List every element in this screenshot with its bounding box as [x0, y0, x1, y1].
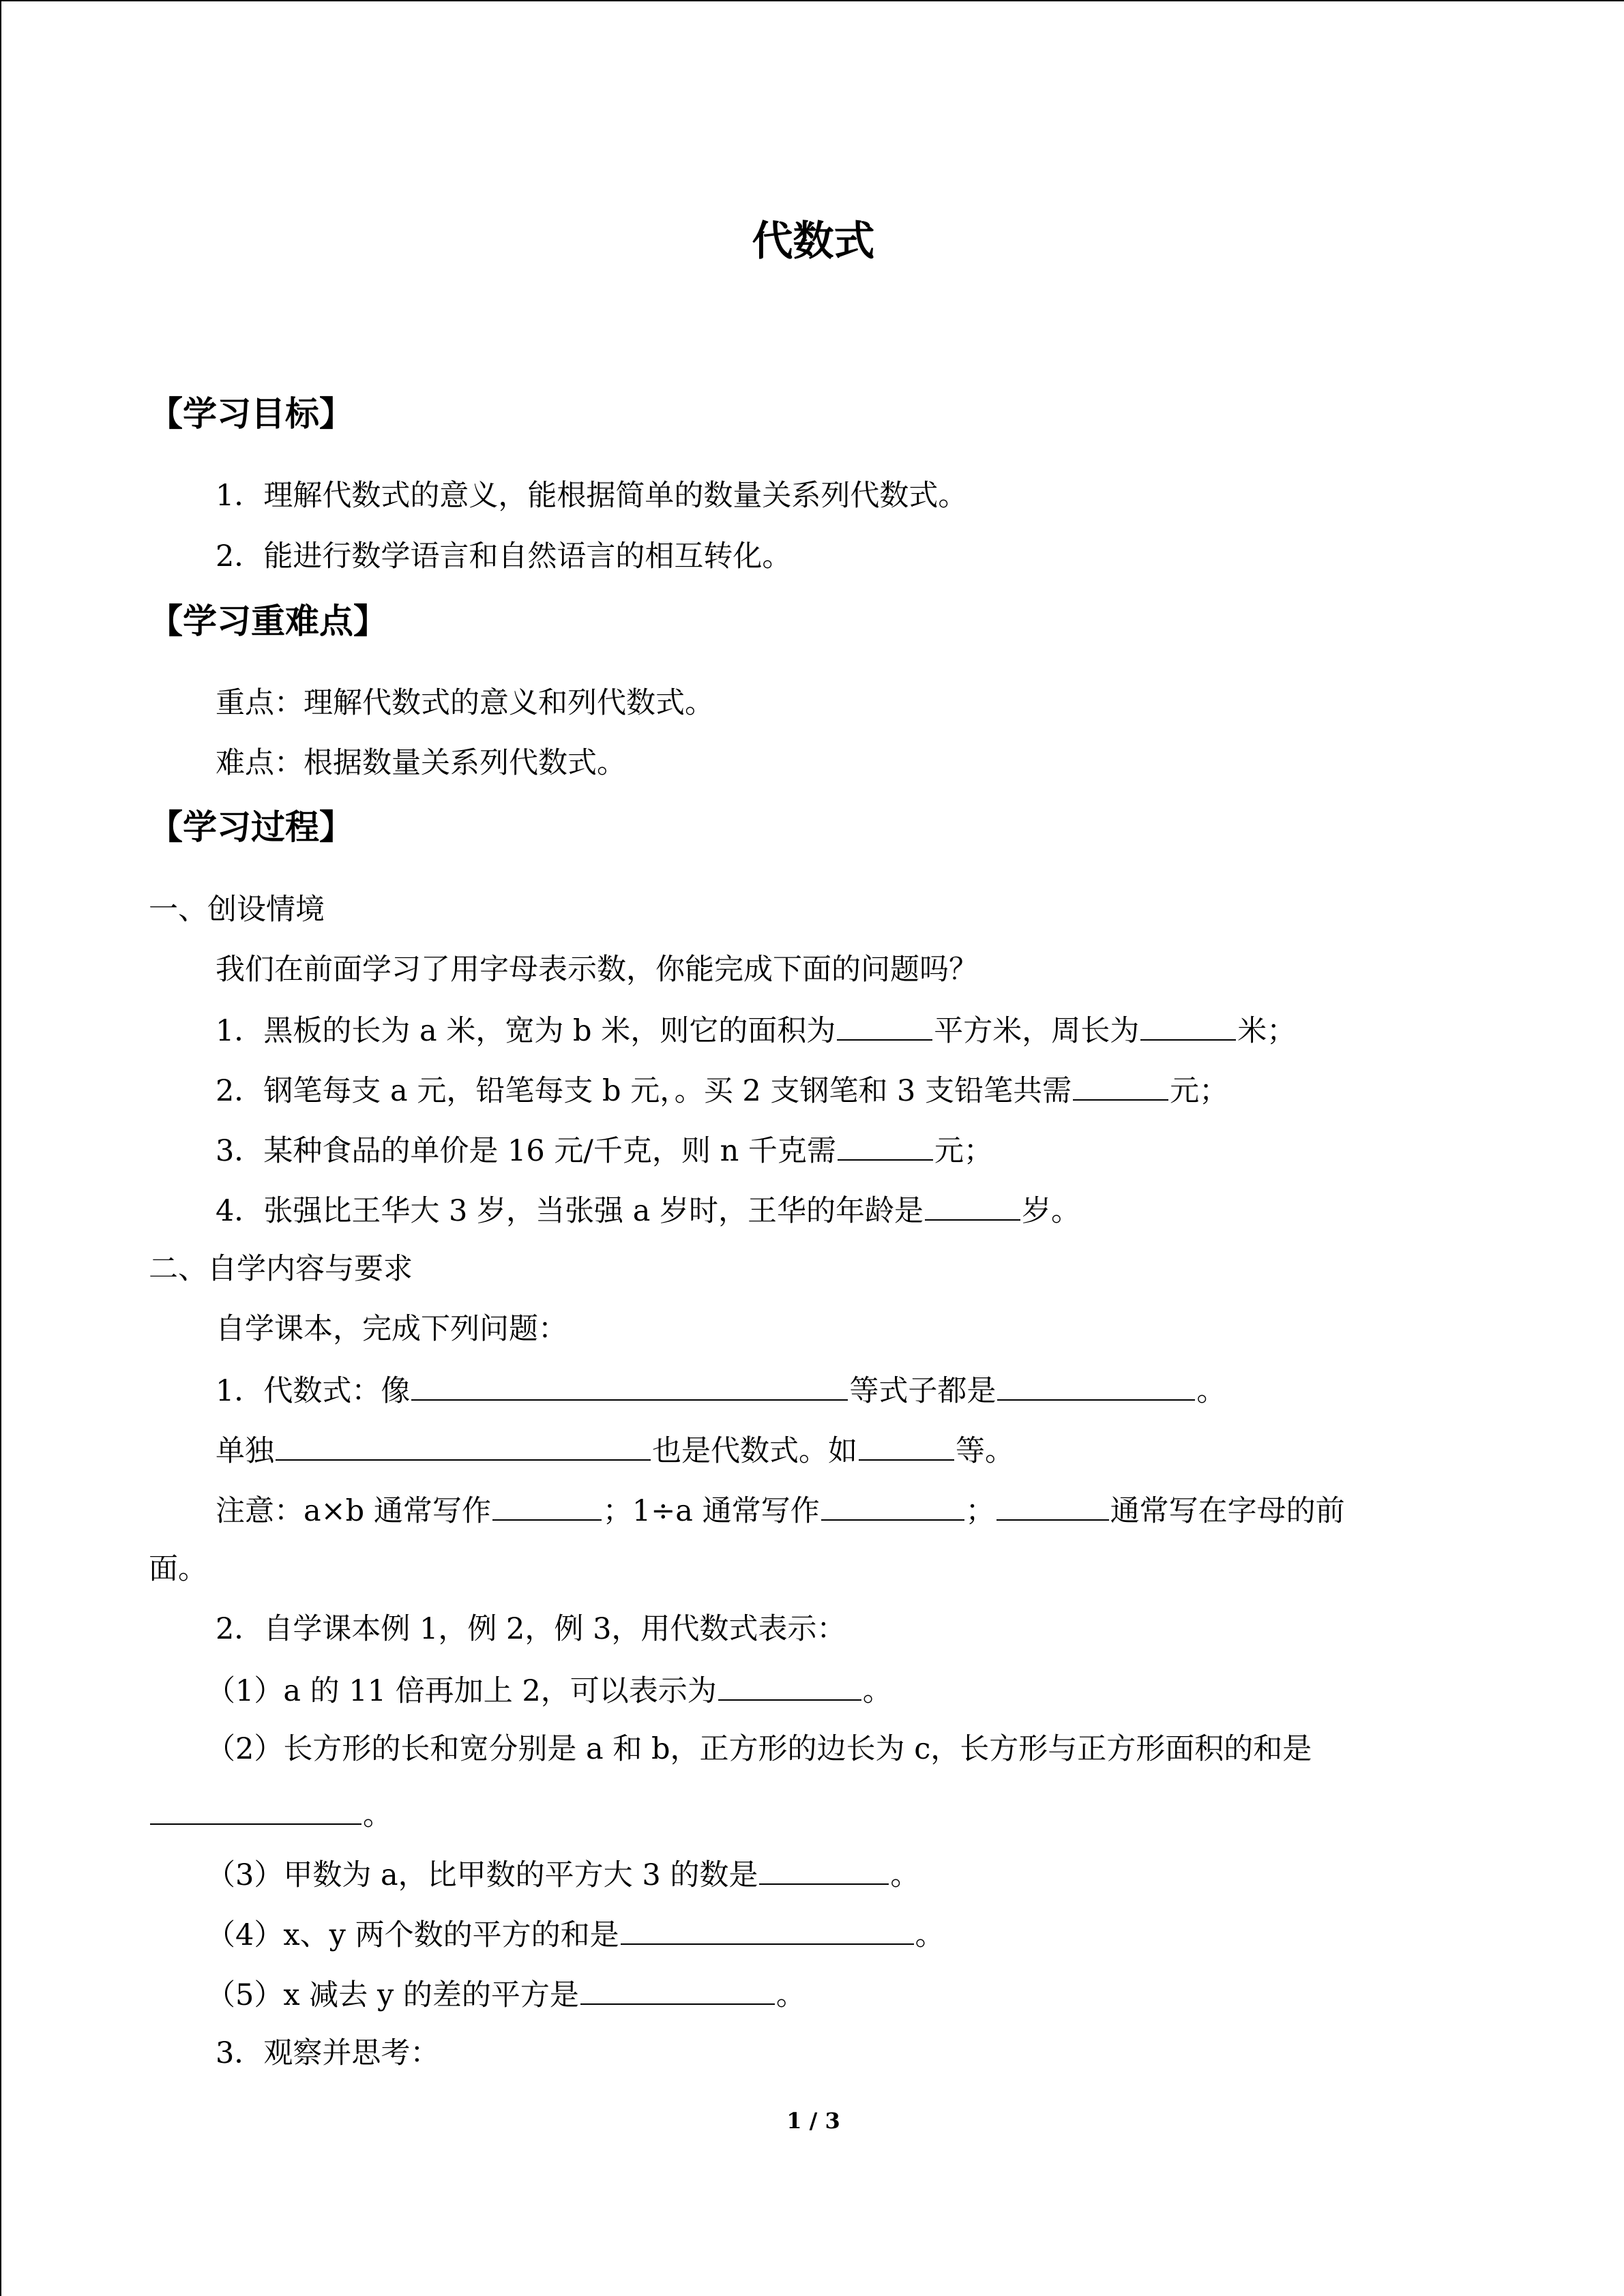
exercise-1-text: （1）a 的 11 倍再加上 2，可以表示为	[206, 1674, 717, 1708]
page-number: 1 / 3	[786, 2108, 840, 2134]
answer-blank[interactable]	[996, 1489, 1109, 1521]
definition-2-text-3: 等。	[956, 1434, 1014, 1468]
part1-title: 一、创设情境	[149, 893, 325, 927]
answer-blank[interactable]	[492, 1489, 602, 1521]
exercise-1-text-2: 。	[862, 1674, 892, 1708]
heading-process: 【学习过程】	[149, 807, 353, 847]
exercise-2-continuation	[149, 1793, 392, 1835]
answer-blank[interactable]	[1073, 1069, 1168, 1101]
goal-item-2: 2．能进行数学语言和自然语言的相互转化。	[216, 539, 792, 573]
answer-blank[interactable]	[580, 1973, 775, 2005]
question-4-text: 4．张强比王华大 3 岁，当张强 a 岁时，王华的年龄是	[216, 1194, 924, 1228]
note-text: 注意：a×b 通常写作	[216, 1494, 491, 1528]
answer-blank[interactable]	[838, 1129, 933, 1161]
exercise-3-text: （3）甲数为 a，比甲数的平方大 3 的数是	[206, 1858, 758, 1892]
goal-item-1: 1．理解代数式的意义，能根据简单的数量关系列代数式。	[216, 479, 968, 513]
question-2-text-2: 元；	[1170, 1074, 1229, 1108]
note-text-3: ；	[965, 1494, 995, 1528]
answer-blank[interactable]	[621, 1913, 914, 1945]
exercise-1	[206, 1669, 892, 1711]
heading-goals: 【学习目标】	[149, 394, 353, 434]
exercise-5-text-2: 。	[776, 1978, 806, 2012]
exercise-3	[206, 1853, 919, 1895]
definition-2	[216, 1429, 1014, 1471]
question-3	[216, 1129, 993, 1171]
definition-2-text-2: 也是代数式。如	[652, 1434, 857, 1468]
exercise-5	[206, 1973, 806, 2015]
note-text-2: ；1÷a 通常写作	[602, 1494, 820, 1528]
answer-blank[interactable]	[997, 1369, 1195, 1401]
part2-intro: 自学课本，完成下列问题：	[216, 1312, 567, 1346]
self-study-2: 2．自学课本例 1，例 2，例 3，用代数式表示：	[216, 1612, 846, 1646]
answer-blank[interactable]	[150, 1793, 361, 1825]
question-3-text-2: 元；	[934, 1134, 993, 1168]
answer-blank[interactable]	[718, 1669, 861, 1701]
question-1-text: 1．黑板的长为 a 米，宽为 b 米，则它的面积为	[216, 1014, 836, 1048]
answer-blank[interactable]	[925, 1189, 1020, 1221]
difficult-point-item: 难点：根据数量关系列代数式。	[216, 746, 626, 780]
question-1	[216, 1009, 1296, 1051]
exercise-2-text-2: 。	[363, 1798, 392, 1832]
definition-1-text-3: 。	[1196, 1374, 1226, 1408]
exercise-3-text-2: 。	[890, 1858, 920, 1892]
definition-1-text-2: 等式子都是	[849, 1374, 996, 1408]
question-4	[216, 1189, 1080, 1231]
question-1-text-3: 米；	[1237, 1014, 1297, 1048]
part1-intro: 我们在前面学习了用字母表示数，你能完成下面的问题吗？	[216, 953, 978, 987]
part2-title: 二、自学内容与要求	[149, 1252, 413, 1286]
answer-blank[interactable]	[837, 1009, 932, 1041]
exercise-4-text: （4）x、y 两个数的平方的和是	[206, 1918, 619, 1952]
note-continuation: 面。	[149, 1552, 207, 1586]
question-3-text: 3．某种食品的单价是 16 元/千克，则 n 千克需	[216, 1134, 836, 1168]
answer-blank[interactable]	[411, 1369, 848, 1401]
question-2	[216, 1069, 1228, 1111]
answer-blank[interactable]	[759, 1853, 889, 1885]
exercise-4-text-2: 。	[915, 1918, 945, 1952]
answer-blank[interactable]	[1140, 1009, 1236, 1041]
key-point-item: 重点：理解代数式的意义和列代数式。	[216, 686, 714, 720]
answer-blank[interactable]	[821, 1489, 964, 1521]
heading-key-points: 【学习重难点】	[149, 601, 387, 641]
question-1-text-2: 平方米，周长为	[934, 1014, 1140, 1048]
definition-1-text: 1．代数式：像	[216, 1374, 411, 1408]
definition-1	[216, 1369, 1226, 1411]
exercise-4	[206, 1913, 945, 1955]
answer-blank[interactable]	[276, 1429, 651, 1461]
page-title: 代数式	[752, 218, 875, 265]
self-study-3: 3．观察并思考：	[216, 2036, 440, 2070]
note-line	[216, 1489, 1345, 1531]
definition-2-text: 单独	[216, 1434, 274, 1468]
exercise-2: （2）长方形的长和宽分别是 a 和 b，正方形的边长为 c，长方形与正方形面积的和是	[206, 1732, 1312, 1766]
question-2-text: 2．钢笔每支 a 元，铅笔每支 b 元，。买 2 支钢笔和 3 支铅笔共需	[216, 1074, 1072, 1108]
question-4-text-2: 岁。	[1022, 1194, 1081, 1228]
answer-blank[interactable]	[859, 1429, 954, 1461]
exercise-5-text: （5）x 减去 y 的差的平方是	[206, 1978, 579, 2012]
note-text-4: 通常写在字母的前	[1110, 1494, 1345, 1528]
